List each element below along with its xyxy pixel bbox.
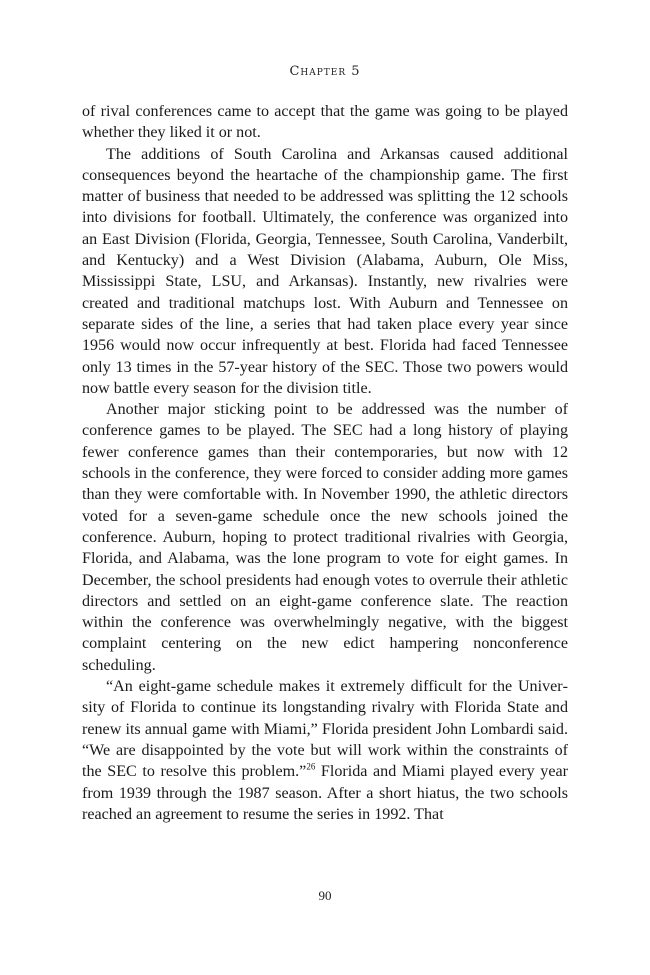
paragraph-4	[82, 676, 568, 825]
page-number: 90	[318, 888, 332, 903]
running-head: Chapter 5	[289, 64, 361, 79]
paragraph-4-text-continued: Florida and Miami played every year from 1939 through the 1987 season. After a short hiatus, the two schools reached an agreement to resume the series in 1992. That	[82, 763, 568, 823]
paragraph-3: Another major sticking point to be addressed was the number of conference games to be played. The SEC had a long history of playing fewer conference games than their contemporaries, but now with 12 schools in the conference, they were forced to consider adding more games than they were comfortable with. In November 1990, the athletic directors voted for a seven-game schedule once the new schools joined the conference. Auburn, hoping to protect traditional rivalries with Georgia, Florida, and Alabama, was the lone program to vote for eight games. In December, the school presidents had enough votes to overrule their athletic directors and settled on an eight-game conference slate. The reaction within the conference was overwhelmingly negative, with the biggest complaint centering on the new edict hampering nonconference scheduling.	[82, 401, 568, 674]
paragraph-2: The additions of South Carolina and Arkansas caused additional consequences beyond the heartache of the championship game. The first matter of business that needed to be addressed was splitting the 12 schools into divisions for football. Ultimately, the conference was organized into an East Division (Florida, Georgia, Tennessee, South Carolina, Vanderbilt, and Kentucky) and a West Division (Alabama, Auburn, Ole Miss, Mississippi State, LSU, and Arkansas). Instantly, new rivalries were created and traditional matchups lost. With Auburn and Tennessee on separate sides of the line, a series that had taken place every year since 1956 would now occur infrequently at best. Florida had faced Tennessee only 13 times in the 57-year history of the SEC. Those two powers would now battle every season for the division title.	[82, 145, 568, 397]
body-text	[82, 101, 568, 825]
footnote-reference[interactable]: 26	[306, 761, 316, 772]
paragraph-1: of rival conferences came to accept that the game was going to be played whether they liked it or not.	[82, 103, 568, 142]
paragraph-4-text: “An eight-game schedule makes it extremely difficult for the University of Florida to continue its longstanding rivalry with Florida State and renew its annual game with Miami,” Florida president John Lombardi said. “We are disappointed by the vote but will work within the constraints of the SEC to resolve this problem.”	[82, 678, 568, 781]
